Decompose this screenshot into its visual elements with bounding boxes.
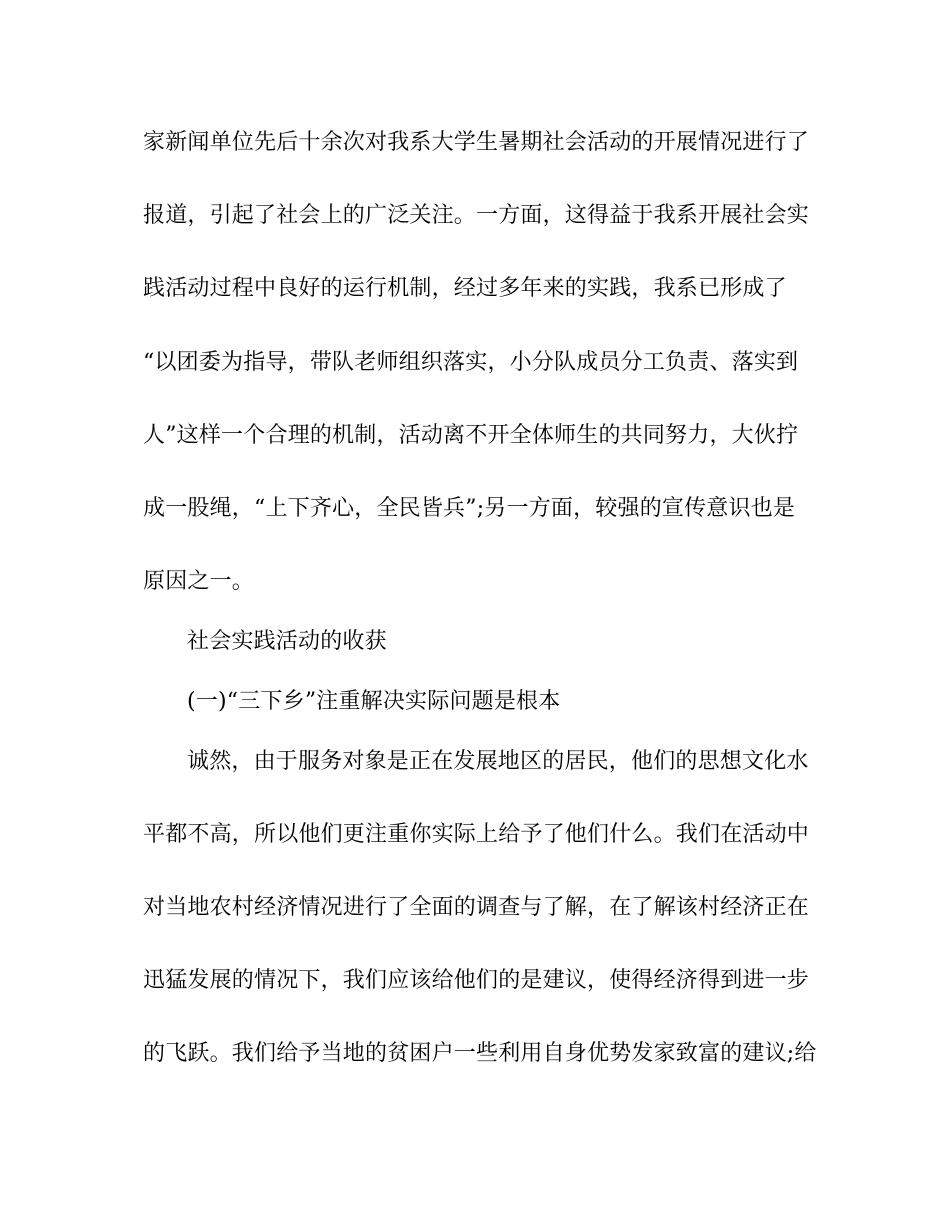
body-text-line: “以团委为指导，带队老师组织落实，小分队成员分工负责、落实到 (143, 350, 799, 375)
section-heading: 社会实践活动的收获 (187, 629, 387, 654)
body-text-line: 家新闻单位先后十余次对我系大学生暑期社会活动的开展情况进行了 (143, 130, 810, 155)
body-text-line: 的飞跃。我们给予当地的贫困户一些利用自身优势发家致富的建议;给 (143, 1041, 817, 1066)
body-text-line: 迅猛发展的情况下，我们应该给他们的是建议，使得经济得到进一步 (143, 968, 810, 993)
body-text-line: 诚然，由于服务对象是正在发展地区的居民，他们的思想文化水 (187, 749, 809, 774)
body-text-line: 报道，引起了社会上的广泛关注。一方面，这得益于我系开展社会实 (143, 203, 810, 228)
body-text-line: 践活动过程中良好的运行机制，经过多年来的实践，我系已形成了 (143, 276, 787, 301)
body-text-line: 成一股绳，“上下齐心，全民皆兵”;另一方面，较强的宣传意识也是 (143, 496, 796, 521)
subsection-heading: (一)“三下乡”注重解决实际问题是根本 (187, 689, 561, 714)
body-text-line: 人”这样一个合理的机制，活动离不开全体师生的共同努力，大伙拧 (143, 423, 799, 448)
body-text-line: 平都不高，所以他们更注重你实际上给予了他们什么。我们在活动中 (143, 822, 810, 847)
body-text-line: 原因之一。 (143, 569, 255, 594)
body-text-line: 对当地农村经济情况进行了全面的调查与了解，在了解该村经济正在 (143, 895, 810, 920)
